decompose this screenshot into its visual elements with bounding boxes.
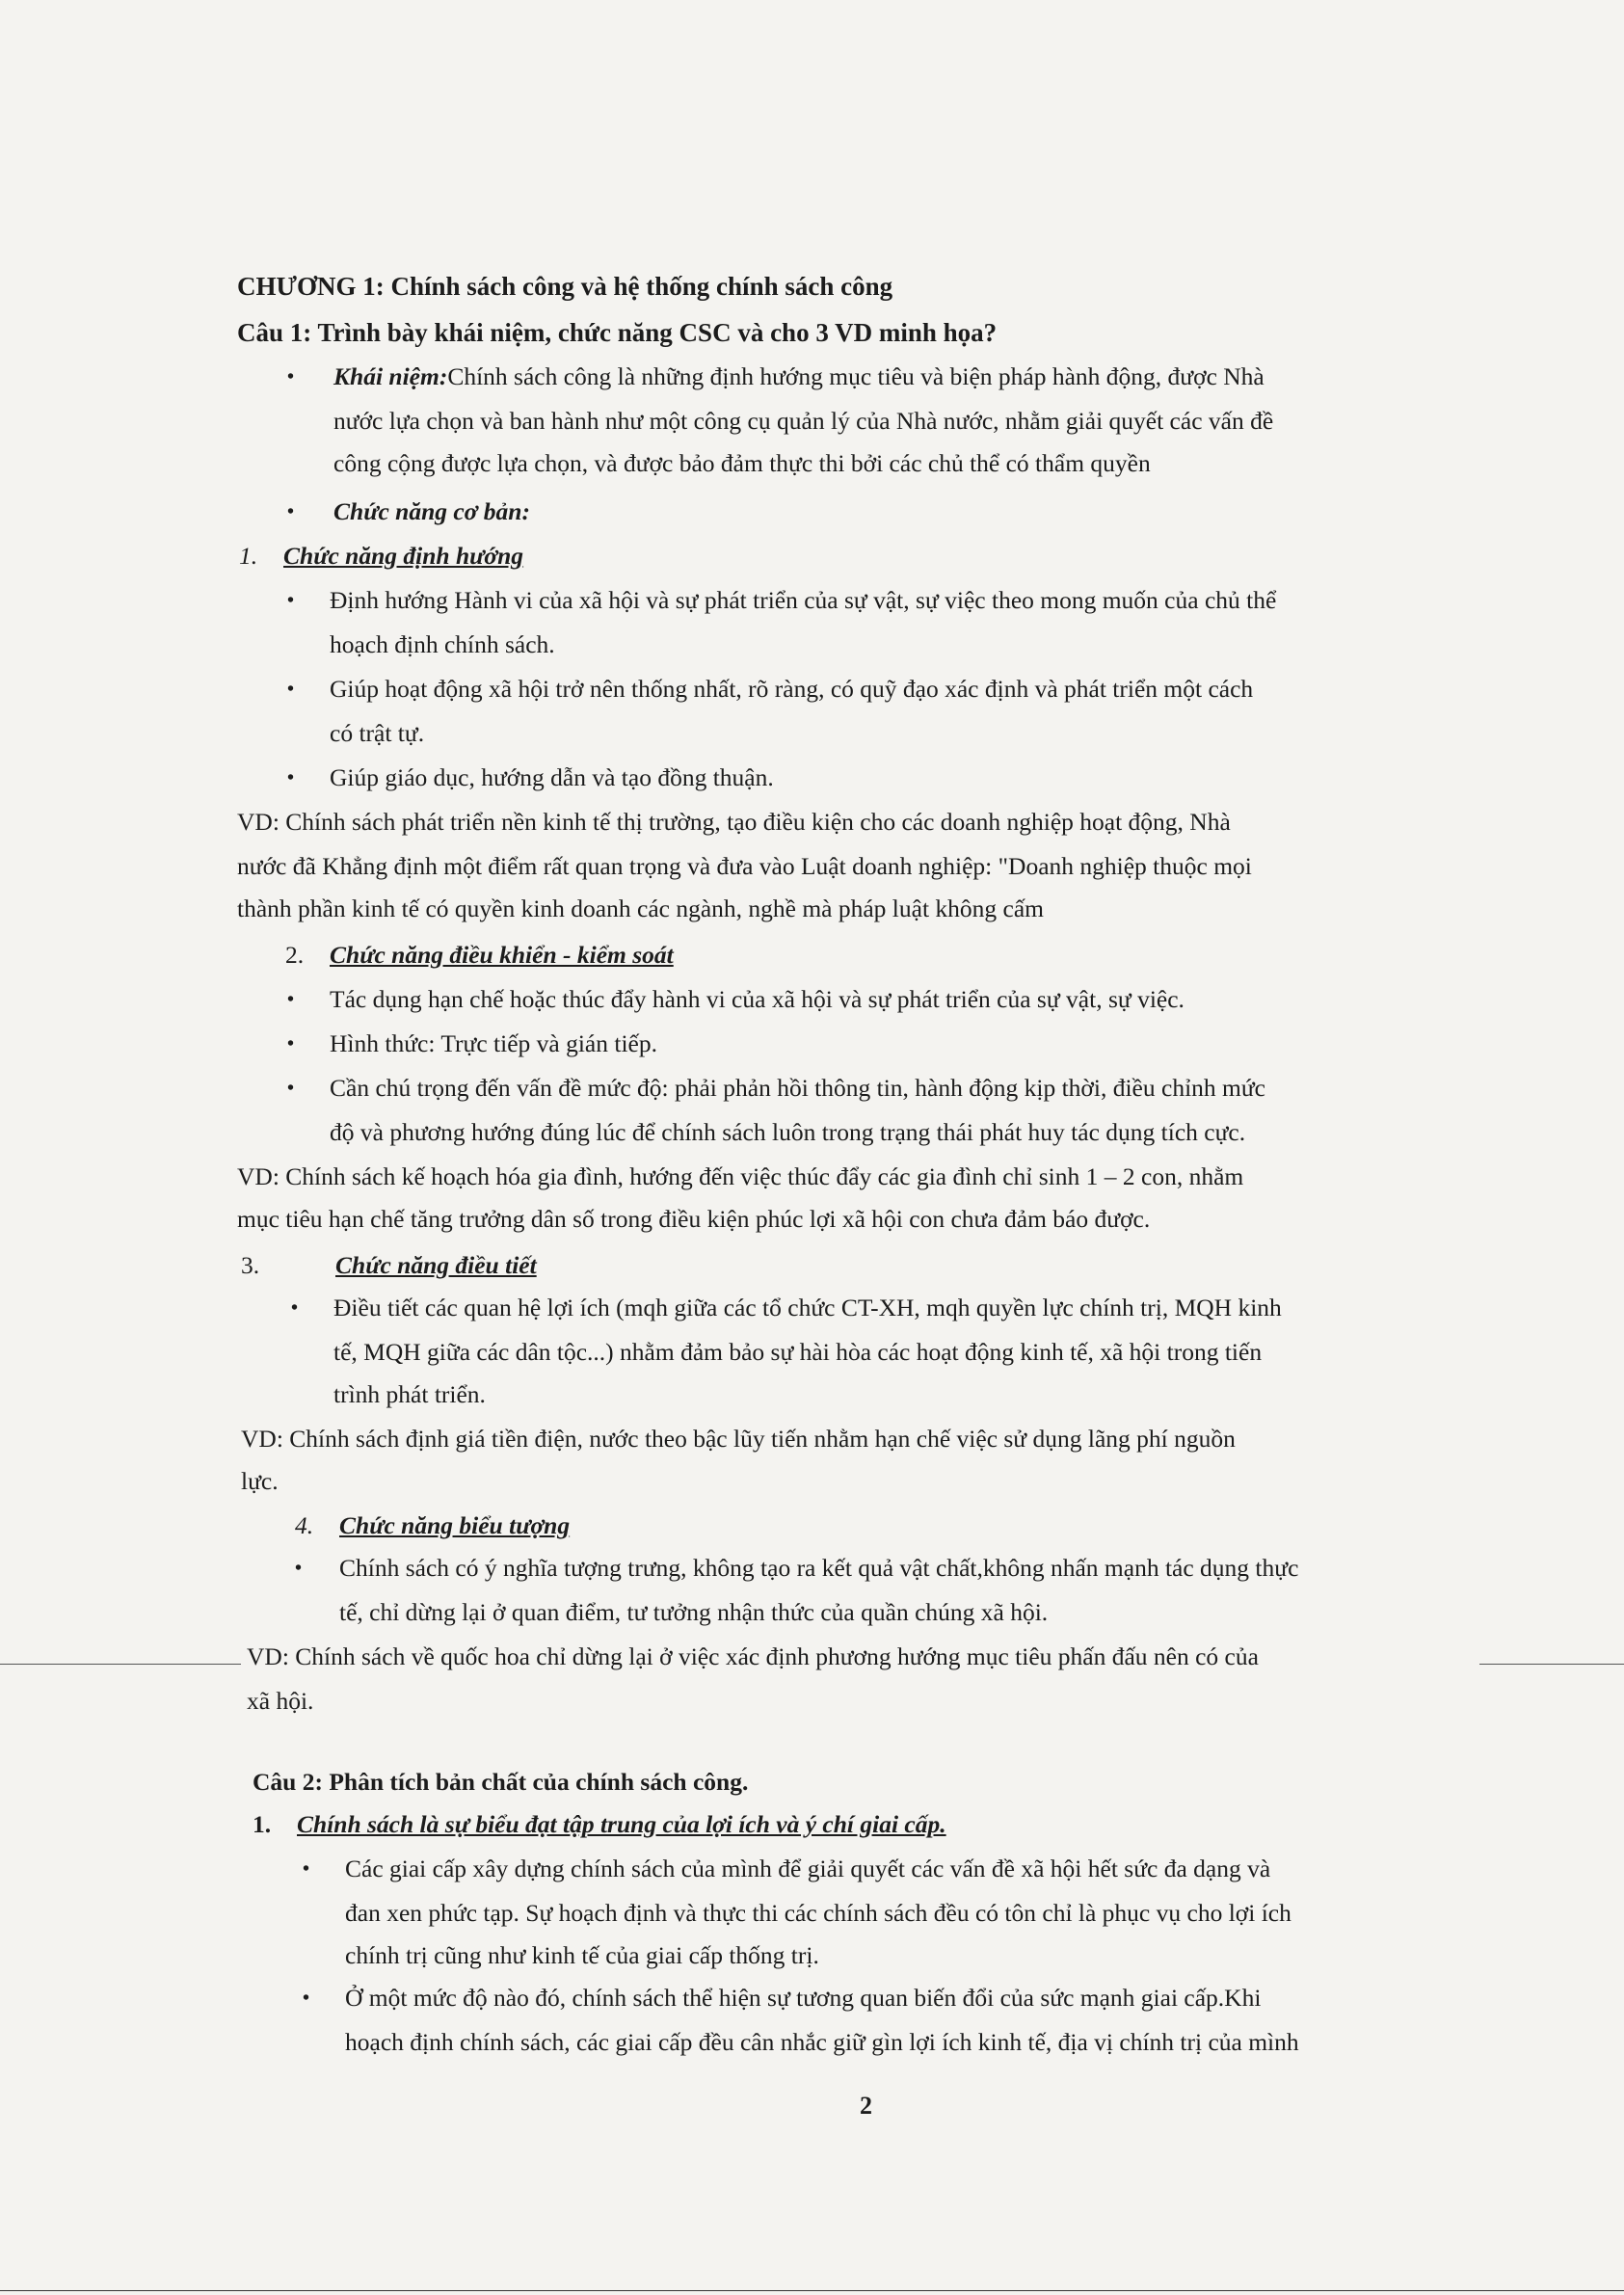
scan-rule-left — [0, 1664, 241, 1665]
f2-example-line-2: mục tiêu hạn chế tăng trưởng dân số trong điều kiện phúc lợi xã hội con chưa đảm báo được. — [237, 1205, 1151, 1233]
bullet-icon: • — [303, 1858, 310, 1880]
bullet-icon: • — [291, 1297, 299, 1319]
s1-bullet-2-line-1: Ở một mức độ nào đó, chính sách thể hiện sự tương quan biến đổi của sức mạnh giai cấp.Khi — [345, 1984, 1262, 2012]
page-number: 2 — [860, 2092, 872, 2120]
question-1-title: Câu 1: Trình bày khái niệm, chức năng CSC và cho 3 VD minh họa? — [237, 318, 998, 347]
f2-bullet-3-line-1: Cần chú trọng đến vấn đề mức độ: phải phản hồi thông tin, hành động kịp thời, điều chỉnh mức — [330, 1074, 1266, 1102]
f3-bullet-1-line-2: tế, MQH giữa các dân tộc...) nhằm đảm bảo sự hài hòa các hoạt động kinh tế, xã hội trong tiến — [333, 1338, 1263, 1366]
f4-bullet-1-line-2: tế, chỉ dừng lại ở quan điểm, tư tưởng nhận thức của quần chúng xã hội. — [339, 1598, 1049, 1626]
concept-label: Khái niệm: — [333, 362, 448, 390]
bullet-icon: • — [287, 590, 295, 611]
f2-example-line-1: VD: Chính sách kế hoạch hóa gia đình, hướng đến việc thúc đẩy các gia đình chỉ sinh 1 – 2 con, nhằm — [237, 1162, 1244, 1190]
bottom-edge-rule — [0, 2290, 1624, 2291]
chapter-title: CHƯƠNG 1: Chính sách công và hệ thống chính sách công — [237, 272, 893, 301]
f3-bullet-1-line-3: trình phát triển. — [333, 1380, 486, 1408]
bullet-icon: • — [287, 989, 295, 1010]
function-3-title: Chức năng điều tiết — [335, 1251, 537, 1279]
question-2-title: Câu 2: Phân tích bản chất của chính sách công. — [253, 1768, 749, 1796]
f4-example-line-1: VD: Chính sách về quốc hoa chỉ dừng lại ở việc xác định phương hướng mục tiêu phấn đấu nên có của — [247, 1642, 1259, 1670]
bullet-icon: • — [303, 1988, 310, 2009]
bullet-icon: • — [287, 501, 295, 522]
f1-bullet-1-line-1: Định hướng Hành vi của xã hội và sự phát triển của sự vật, sự việc theo mong muốn của chủ thể — [330, 586, 1277, 614]
function-4-title: Chức năng biểu tượng — [339, 1511, 571, 1539]
bullet-icon: • — [287, 1033, 295, 1054]
bullet-icon: • — [287, 1078, 295, 1099]
f2-bullet-1-line-1: Tác dụng hạn chế hoặc thúc đẩy hành vi của xã hội và sự phát triển của sự vật, sự việc. — [330, 985, 1185, 1013]
f3-example-line-1: VD: Chính sách định giá tiền điện, nước theo bậc lũy tiến nhằm hạn chế việc sử dụng lãng phí nguồn — [241, 1425, 1236, 1453]
concept-line-1 — [333, 362, 1265, 391]
bullet-icon: • — [295, 1558, 303, 1579]
f2-bullet-2-line-1: Hình thức: Trực tiếp và gián tiếp. — [330, 1029, 657, 1057]
function-4-number: 4. — [295, 1511, 314, 1539]
function-3-number: 3. — [241, 1251, 260, 1279]
f1-example-line-3: thành phần kinh tế có quyền kinh doanh các ngành, nghề mà pháp luật không cấm — [237, 894, 1045, 922]
function-1-title: Chức năng định hướng — [283, 542, 524, 570]
f1-example-line-2: nước đã Khẳng định một điểm rất quan trọng và đưa vào Luật doanh nghiệp: "Doanh nghiệp thuộc mọi — [237, 852, 1252, 880]
f1-bullet-1-line-2: hoạch định chính sách. — [330, 630, 555, 658]
f4-example-line-2: xã hội. — [247, 1687, 314, 1715]
f1-bullet-2-line-2: có trật tự. — [330, 719, 425, 747]
function-2-title: Chức năng điều khiển - kiểm soát — [330, 941, 674, 969]
f1-bullet-3-line-1: Giúp giáo dục, hướng dẫn và tạo đồng thuận. — [330, 763, 774, 791]
concept-line-3: công cộng được lựa chọn, và được bảo đảm thực thi bởi các chủ thể có thẩm quyền — [333, 449, 1151, 477]
f2-bullet-3-line-2: độ và phương hướng đúng lúc để chính sách luôn trong trạng thái phát huy tác dụng tích cực. — [330, 1118, 1246, 1146]
f3-bullet-1-line-1: Điều tiết các quan hệ lợi ích (mqh giữa các tổ chức CT-XH, mqh quyền lực chính trị, MQH kinh — [333, 1294, 1282, 1321]
section-1-number: 1. — [253, 1810, 272, 1838]
function-2-number: 2. — [285, 941, 305, 969]
bullet-icon: • — [287, 767, 295, 788]
section-1-title: Chính sách là sự biểu đạt tập trung của lợi ích và ý chí giai cấp. — [297, 1810, 946, 1838]
scan-rule-right — [1479, 1664, 1624, 1665]
functions-label: Chức năng cơ bản: — [333, 497, 530, 525]
f1-example-line-1: VD: Chính sách phát triển nền kinh tế thị trường, tạo điều kiện cho các doanh nghiệp hoạt động, Nhà — [237, 808, 1231, 836]
f4-bullet-1-line-1: Chính sách có ý nghĩa tượng trưng, không tạo ra kết quả vật chất,không nhấn mạnh tác dụng thực — [339, 1554, 1299, 1582]
s1-bullet-2-line-2: hoạch định chính sách, các giai cấp đều cân nhắc giữ gìn lợi ích kinh tế, địa vị chính trị của mình — [345, 2028, 1299, 2056]
f3-example-line-2: lực. — [241, 1467, 279, 1495]
s1-bullet-1-line-1: Các giai cấp xây dựng chính sách của mình để giải quyết các vấn đề xã hội hết sức đa dạng và — [345, 1855, 1271, 1882]
f1-bullet-2-line-1: Giúp hoạt động xã hội trở nên thống nhất, rõ ràng, có quỹ đạo xác định và phát triển một cách — [330, 675, 1254, 703]
function-1-number: 1. — [239, 542, 258, 570]
s1-bullet-1-line-3: chính trị cũng như kinh tế của giai cấp thống trị. — [345, 1941, 819, 1969]
concept-text-1: Chính sách công là những định hướng mục tiêu và biện pháp hành động, được Nhà — [447, 362, 1265, 390]
bullet-icon: • — [287, 679, 295, 700]
bullet-icon: • — [287, 366, 295, 387]
concept-line-2: nước lựa chọn và ban hành như một công cụ quản lý của Nhà nước, nhằm giải quyết các vấn đề — [333, 407, 1274, 435]
s1-bullet-1-line-2: đan xen phức tạp. Sự hoạch định và thực thi các chính sách đều có tôn chỉ là phục vụ cho lợi ích — [345, 1899, 1291, 1927]
